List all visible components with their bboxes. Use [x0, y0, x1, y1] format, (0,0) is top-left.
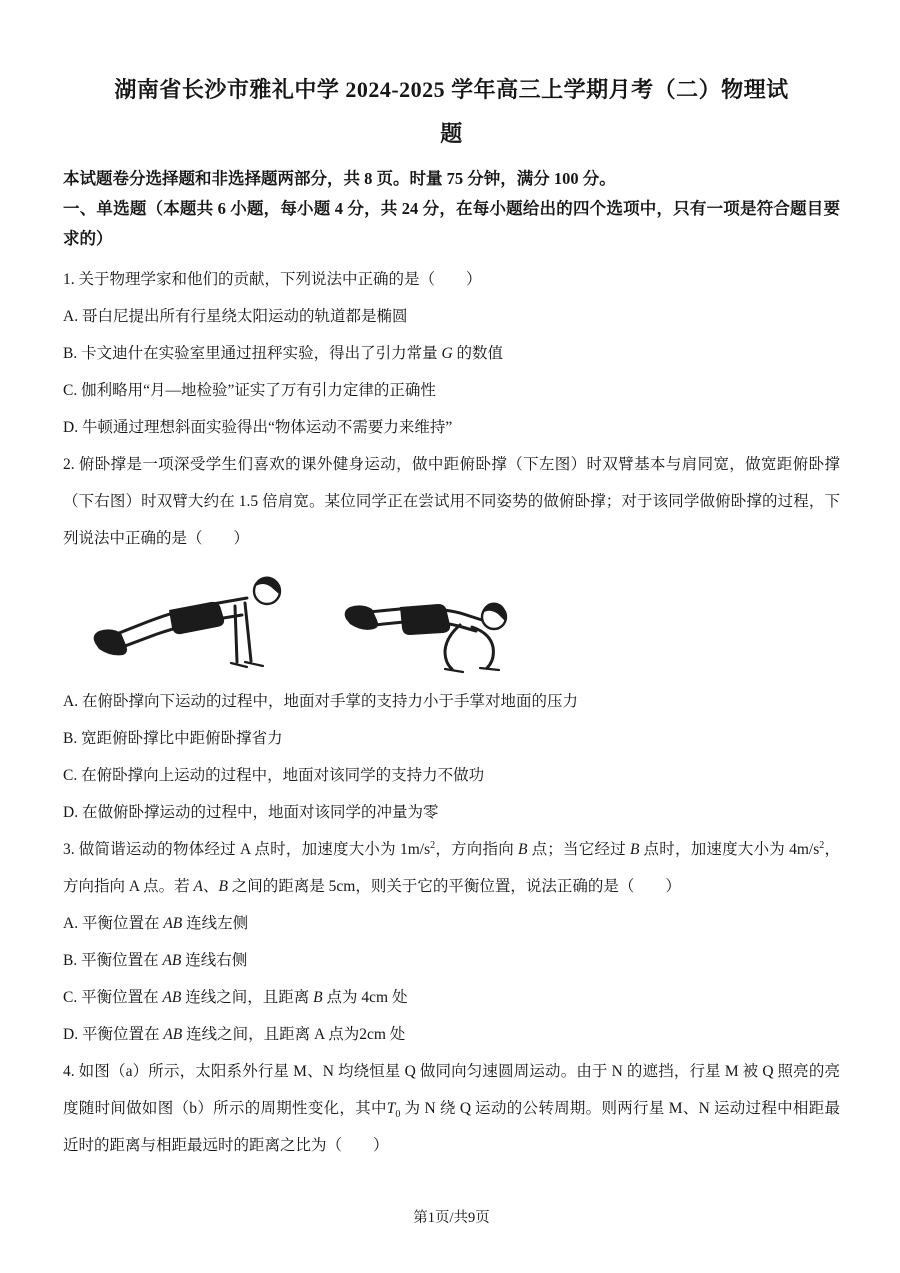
question-2-figures — [63, 557, 840, 683]
question-3-option-c: C. 平衡位置在 AB 连线之间，且距离 B 点为 4cm 处 — [63, 989, 408, 1006]
page-title — [63, 68, 840, 156]
question-3 — [63, 831, 840, 1053]
question-3-option-a: A. 平衡位置在 AB 连线左侧 — [63, 915, 249, 932]
wide-grip-pushup-illustration-icon — [342, 565, 524, 677]
page-number: 第1页/共9页 — [413, 1210, 490, 1226]
question-3-option-b: B. 平衡位置在 AB 连线右侧 — [63, 952, 248, 969]
question-2-stem: 2. 俯卧撑是一项深受学生们喜欢的课外健身运动，做中距俯卧撑（下左图）时双臂基本与肩同宽，做宽距俯卧撑（下右图）时双臂大约在 1.5 倍肩宽。某位同学正在尝试用不同姿势的做俯卧撑；对于该同学做俯卧撑的过程，下列说法中正确的是（ ） — [63, 456, 840, 547]
page-title-line-2: 题 — [440, 121, 463, 146]
question-2-option-b: B. 宽距俯卧撑比中距俯卧撑省力 — [63, 730, 283, 747]
question-4-stem: 4. 如图（a）所示，太阳系外行星 M、N 均绕恒星 Q 做同向匀速圆周运动。由于 N 的遮挡，行星 M 被 Q 照亮的亮度随时间做如图（b）所示的周期性变化，其中$T_0$ 为 N 绕 Q 运动的公转周期。则两行星 M、N 运动过程中相距最近时的距离与相距最远时的距离之比为（ ） — [63, 1063, 840, 1154]
narrow-grip-pushup-illustration-icon — [85, 565, 300, 677]
question-4 — [63, 1053, 840, 1164]
exam-info: 本试题卷分选择题和非选择题两部分，共 8 页。时量 75 分钟，满分 100 分。 — [63, 169, 616, 188]
question-3-stem: 3. 做简谐运动的物体经过 A 点时，加速度大小为 $1m/s^2$，方向指向 B 点；当它经过 B 点时，加速度大小为 $4m/s^2$，方向指向 A 点。若 A、B 之间的距离是 5cm，则关于它的平衡位置，说法正确的是（ ） — [63, 839, 840, 895]
question-2-option-d: D. 在做俯卧撑运动的过程中，地面对该同学的冲量为零 — [63, 804, 439, 821]
question-1-option-c: C. 伽利略用“月—地检验”证实了万有引力定律的正确性 — [63, 382, 436, 399]
question-1 — [63, 261, 840, 446]
question-1-stem: 1. 关于物理学家和他们的贡献，下列说法中正确的是（ ） — [63, 271, 482, 288]
question-3-option-d: D. 平衡位置在 AB 连线之间，且距离 A 点为2cm 处 — [63, 1026, 406, 1043]
question-1-option-d: D. 牛顿通过理想斜面实验得出“物体运动不需要力来维持” — [63, 419, 453, 436]
question-1-option-b: B. 卡文迪什在实验室里通过扭秤实验，得出了引力常量 G 的数值 — [63, 345, 504, 362]
section-heading: 一、单选题（本题共 6 小题，每小题 4 分，共 24 分，在每小题给出的四个选项中，只有一项是符合题目要求的） — [63, 199, 840, 248]
question-1-option-a: A. 哥白尼提出所有行星绕太阳运动的轨道都是椭圆 — [63, 308, 408, 325]
page-title-line-1: 湖南省长沙市雅礼中学 2024-2025 学年高三上学期月考（二）物理试 — [114, 77, 789, 102]
question-2 — [63, 446, 840, 831]
question-2-option-c: C. 在俯卧撑向上运动的过程中，地面对该同学的支持力不做功 — [63, 767, 485, 784]
question-2-option-a: A. 在俯卧撑向下运动的过程中，地面对手掌的支持力小于手掌对地面的压力 — [63, 693, 578, 710]
